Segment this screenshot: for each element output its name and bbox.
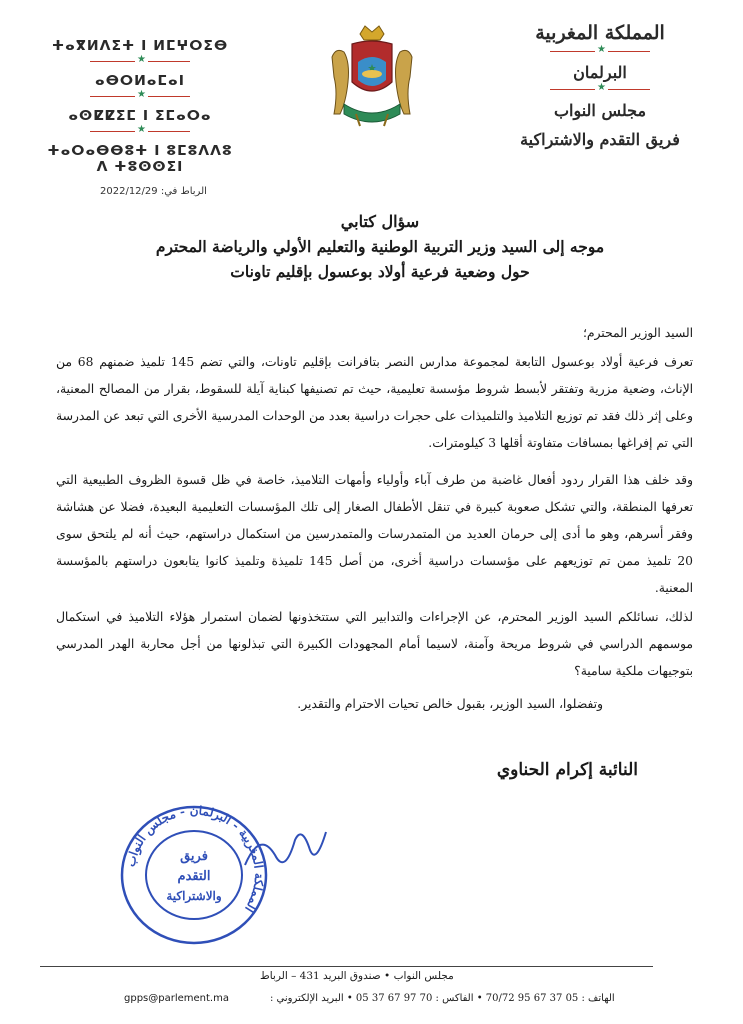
kingdom-name-tifinagh: ⵜⴰⴳⵍⴷⵉⵜ ⵏ ⵍⵎⵖⵔⵉⴱ <box>51 38 229 54</box>
stamp-outer-text: المملكة المغربية - البرلمان - مجلس النواب <box>123 803 267 915</box>
arabic-header <box>505 22 695 149</box>
footer-address: مجلس النواب • صندوق البريد 431 – الرباط <box>260 970 454 982</box>
header-separator <box>90 92 190 102</box>
header-separator <box>90 127 190 137</box>
body-paragraph-2: وقد خلف هذا القرار ردود أفعال غاضبة من طرف آباء وأولياء وأمهات التلاميذ، خاصة في ظل قسوة الظروف الطبيعية التي تعرفها المنطقة، والتي تشكل صعوبة كبيرة في تنقل الأطفال الصغار إلى تلك المؤسسات التعليمية البعيدة، فضلا عن هشاشة وفقر أسرهم، وهو ما أدى إلى حرمان العديد من المتمدرسات والمتمدرسين من استكمال دراستهم، حيث أنه لم يلتحق سوى 20 تلميذ ممن تم توزيعهم على مؤسسات دراسية أخرى، من أصل 145 تلميذة وتلميذ كانوا يتابعون دراستهم بالمؤسسة المعنية. <box>56 473 693 595</box>
parliament-name-arabic: البرلمان <box>573 63 627 82</box>
group-name-arabic: فريق التقدم والاشتراكية <box>520 130 680 149</box>
kingdom-name-arabic: المملكة المغربية <box>535 22 665 44</box>
letter-body <box>56 320 693 720</box>
letter-date: الرباط في: 2022/12/29 <box>100 186 207 197</box>
stamp-inner-line-3: والاشتراكية <box>166 889 222 903</box>
house-name-tifinagh: ⴰⵙⵇⵇⵉⵎ ⵏ ⵉⵎⴰⵔⴰ <box>68 108 212 124</box>
coat-of-arms-emblem <box>322 22 422 137</box>
signatory-name: النائبة إكرام الحناوي <box>496 760 638 780</box>
salutation: السيد الوزير المحترم؛ <box>582 326 693 340</box>
footer-email: gpps@parlement.ma <box>124 993 229 1004</box>
footer-contacts: الهاتف : 05 37 67 95 70/72 • الفاكس : 70 97 67 37 05 • البريد الإلكتروني : <box>270 993 615 1004</box>
header-separator <box>90 57 190 67</box>
handwritten-signature <box>240 820 330 880</box>
body-paragraph-3: لذلك، نسائلكم السيد الوزير المحترم، عن الإجراءات والتدابير التي ستتخذونها لضمان استمرار هؤلاء التلاميذ في استكمال موسمهم الدراسي في شروط مريحة وآمنة، لاسيما أمام المجهودات الكبيرة التي تبذلونها من أجل محاربة الهدر المدرسي بتوجيهات ملكية سامية؟ <box>56 610 693 678</box>
house-name-arabic: مجلس النواب <box>553 101 647 120</box>
tifinagh-header <box>40 32 240 175</box>
header-separator <box>550 85 650 95</box>
title-addressee: موجه إلى السيد وزير التربية الوطنية والتعليم الأولي والرياضة المحترم <box>155 237 605 256</box>
title-subject: حول وضعية فرعية أولاد بوعسول بإقليم تاونات <box>230 262 530 281</box>
letter-title <box>120 212 640 281</box>
parliament-name-tifinagh: ⴰⴱⵔⵍⴰⵎⴰⵏ <box>95 73 185 89</box>
footer-divider <box>40 966 653 967</box>
title-written-question: سؤال كتابي <box>340 212 420 231</box>
body-paragraph-1: تعرف فرعية أولاد بوعسول التابعة لمجموعة مدارس النصر بتافرانت بإقليم تاونات، والتي تضم 145 تلميذ ضمنهم 68 من الإناث، وضعية مزرية وتفتقر لأبسط شروط مؤسسة تعليمية، حيث تم تصنيفها كبناية آيلة للسقوط، بقرار من المصالح المعنية، وعلى إثر ذلك فقد تم توزيع التلاميذ والتلميذات على حجرات دراسية بعدد من الوحدات المدرسية الأخرى التي تبعد عن المدرسة التي تم إفراغها بمسافات متفاوتة أقلها 3 كيلومترات. <box>56 355 694 450</box>
header-separator <box>550 47 650 57</box>
stamp-inner-line-1: فريق <box>180 849 208 864</box>
closing-line: وتفضلوا، السيد الوزير، بقبول خالص تحيات الاحترام والتقدير. <box>297 697 603 711</box>
stamp-inner-line-2: التقدم <box>177 869 211 884</box>
group-name-tifinagh: ⵜⴰⵔⴰⴱⴱⵓⵜ ⵏ ⵓⵎⵓⴷⴷⵓ ⴷ ⵜⵓⵙⵙⵉⵏ <box>47 143 233 175</box>
